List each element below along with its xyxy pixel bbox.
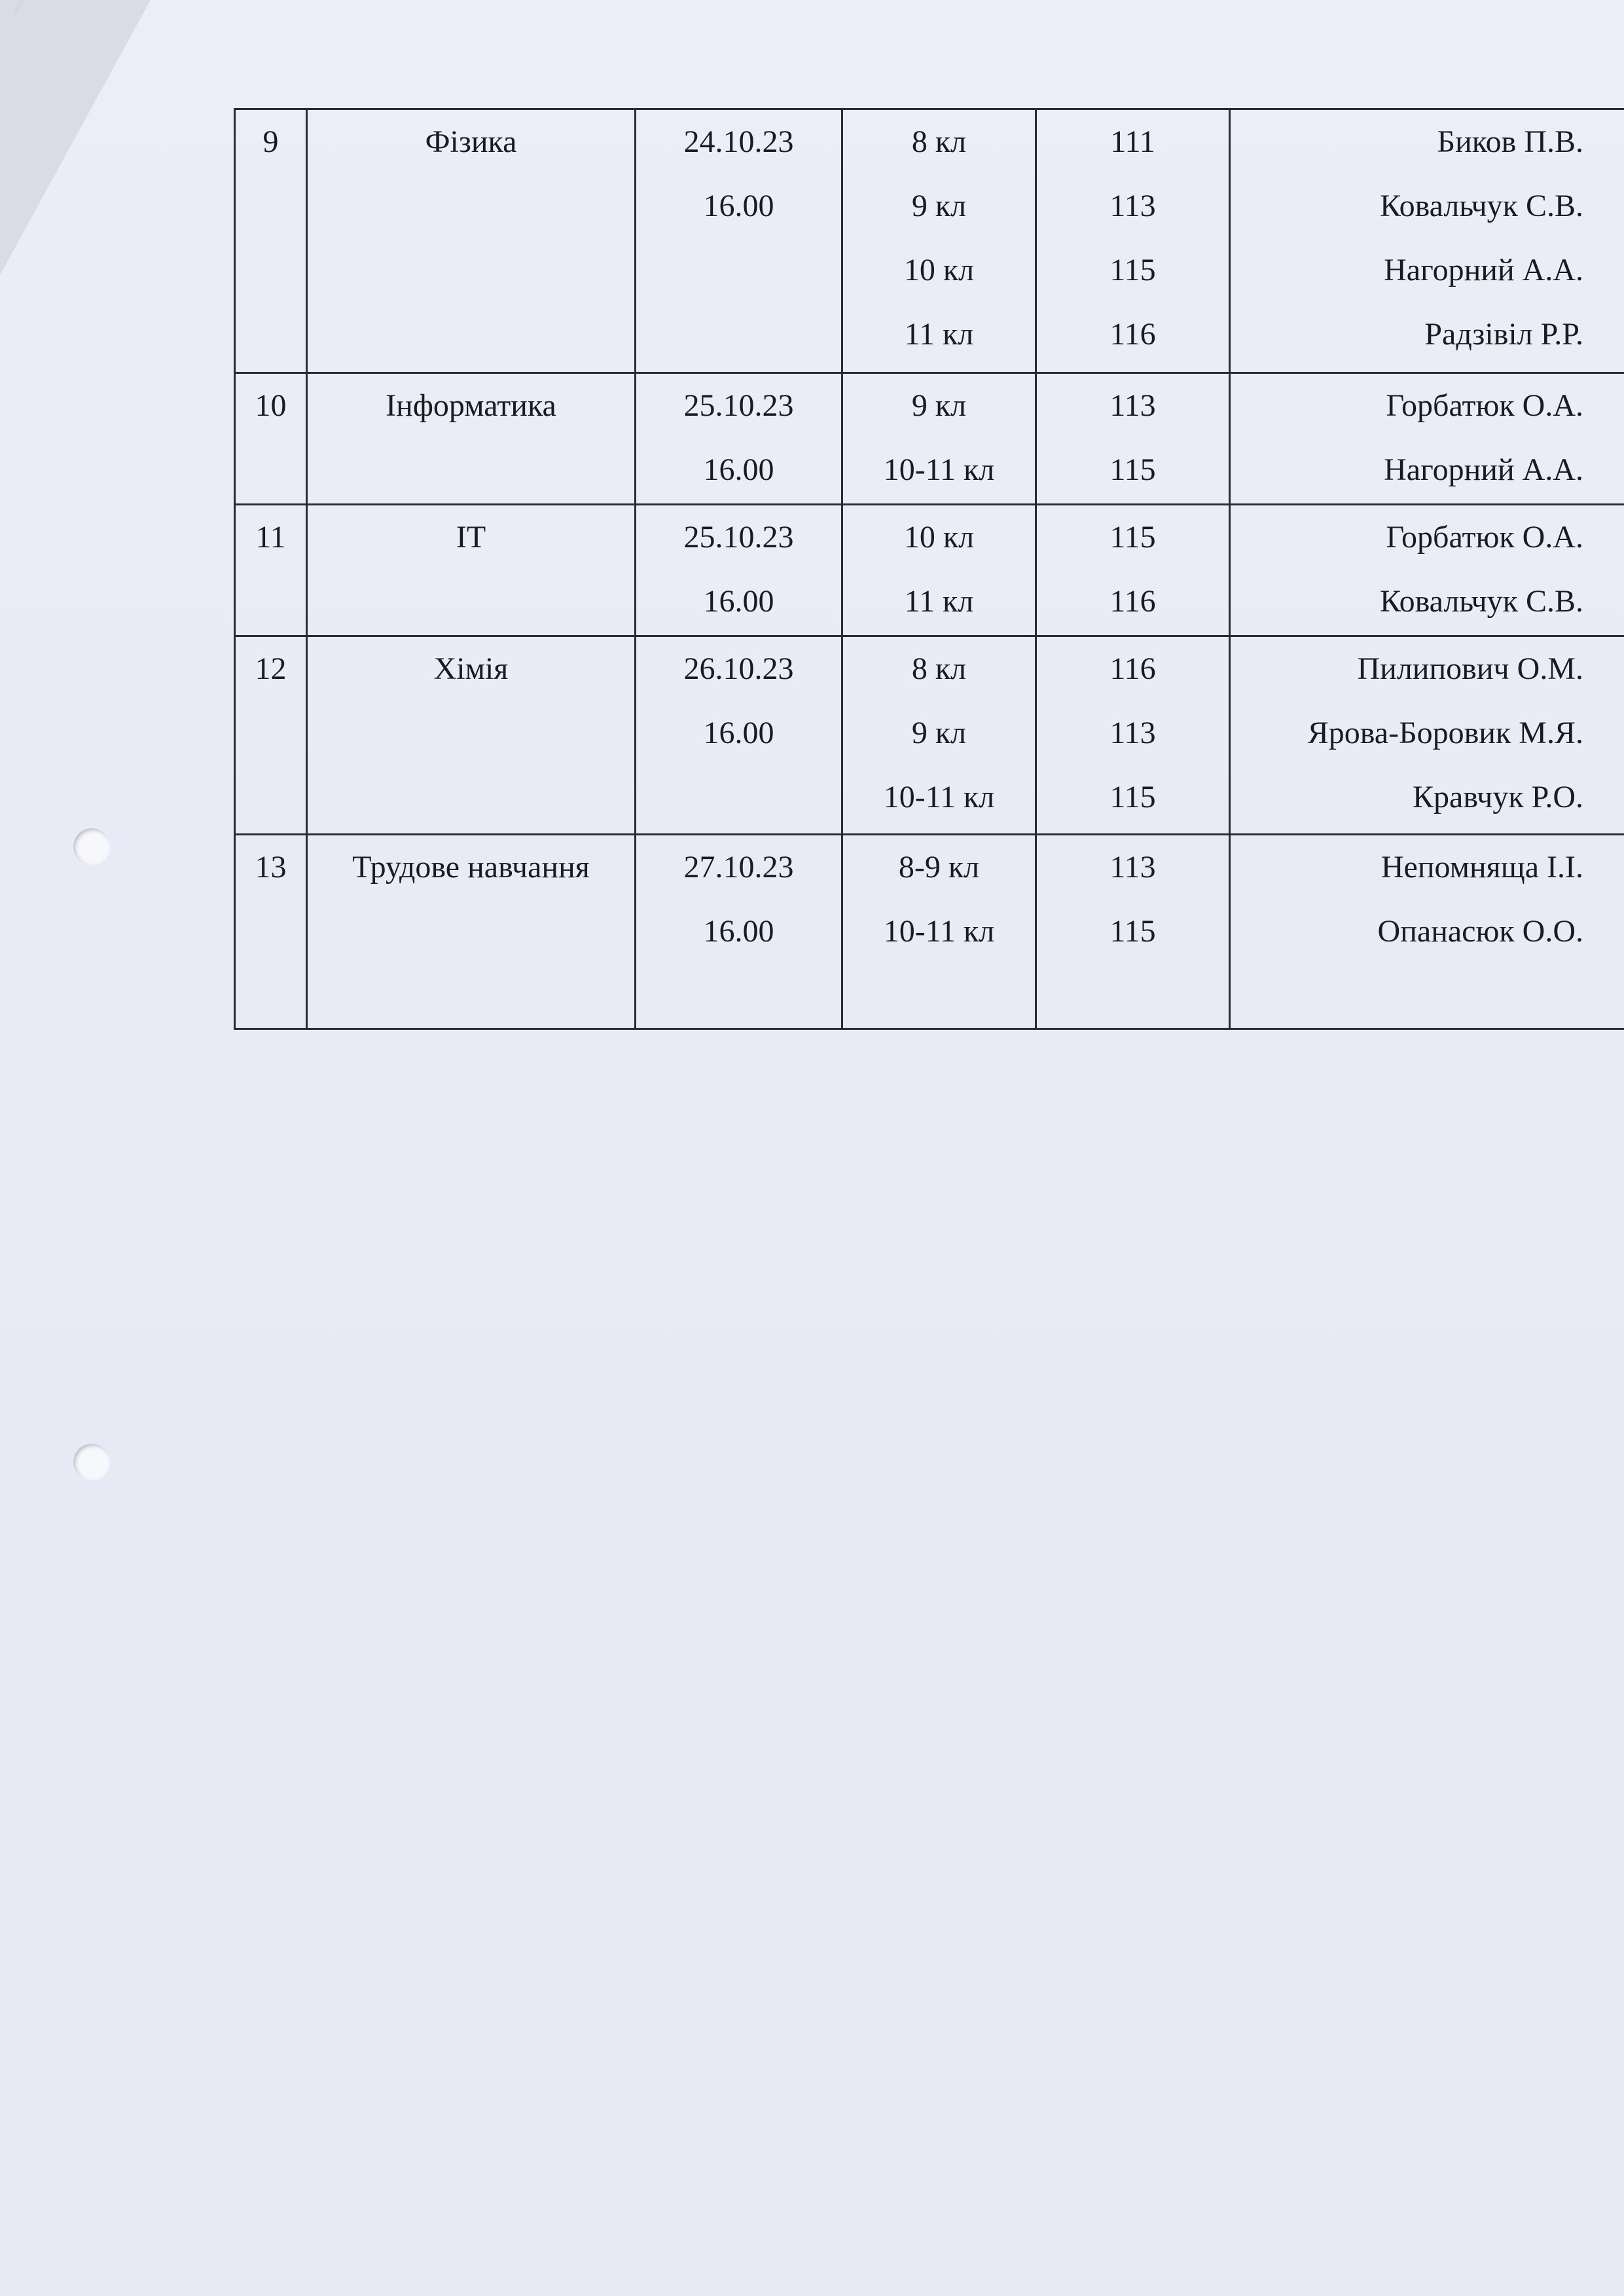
date-time-cell <box>636 636 842 835</box>
row-number-cell-line: 12 <box>255 651 287 686</box>
teacher-cell-line: Горбатюк О.А. <box>1386 520 1583 555</box>
room-cell-line: 113 <box>1110 850 1156 884</box>
table-row <box>235 109 1624 373</box>
row-number-cell <box>235 505 307 636</box>
teacher-cell <box>1230 505 1624 636</box>
grade-cell <box>842 373 1036 505</box>
grade-cell <box>842 636 1036 835</box>
teacher-cell-line: Нагорний А.А. <box>1384 253 1583 287</box>
grade-cell-line: 10 кл <box>903 253 975 287</box>
row-number-cell-line: 11 <box>255 520 286 555</box>
teacher-cell-line: Ковальчук С.В. <box>1379 189 1583 223</box>
subject-cell-line: Хімія <box>433 651 509 686</box>
room-cell-line: 113 <box>1110 716 1156 750</box>
date-time-cell-line: 25.10.23 <box>683 520 794 555</box>
row-number-cell <box>235 373 307 505</box>
subject-cell-line: Інформатика <box>386 388 556 423</box>
grade-cell-line: 9 кл <box>911 189 967 223</box>
grade-cell-line: 10 кл <box>903 520 975 555</box>
room-cell <box>1036 505 1230 636</box>
grade-cell <box>842 109 1036 373</box>
date-time-cell <box>636 505 842 636</box>
room-cell-line: 111 <box>1110 124 1155 159</box>
date-time-cell-line: 27.10.23 <box>683 850 794 884</box>
room-cell-line: 115 <box>1110 914 1156 949</box>
punch-hole-lower <box>73 1444 110 1480</box>
folded-corner <box>0 0 151 275</box>
schedule-table-body <box>235 109 1624 1029</box>
grade-cell-line: 10-11 кл <box>883 452 995 487</box>
teacher-cell <box>1230 109 1624 373</box>
date-time-cell-line: 24.10.23 <box>683 124 794 159</box>
grade-cell-line: 10-11 кл <box>883 780 995 814</box>
date-time-cell-line: 16.00 <box>703 189 774 223</box>
grade-cell-line: 8 кл <box>911 651 967 686</box>
subject-cell-line: Фізика <box>425 124 517 159</box>
table-row <box>235 636 1624 835</box>
table-row <box>235 505 1624 636</box>
teacher-cell-line: Пилипович О.М. <box>1357 651 1583 686</box>
teacher-cell-line: Ковальчук С.В. <box>1379 584 1583 619</box>
subject-cell <box>307 835 636 1029</box>
row-number-cell-line: 10 <box>255 388 287 423</box>
room-cell-line: 115 <box>1110 253 1156 287</box>
room-cell-line: 116 <box>1110 651 1156 686</box>
grade-cell-line: 9 кл <box>911 716 967 750</box>
grade-cell <box>842 835 1036 1029</box>
teacher-cell-line: Горбатюк О.А. <box>1386 388 1583 423</box>
room-cell <box>1036 835 1230 1029</box>
punch-hole-upper <box>73 828 110 865</box>
subject-cell-line: Трудове навчання <box>352 850 590 884</box>
subject-cell-line: ІТ <box>456 520 486 555</box>
date-time-cell-line: 26.10.23 <box>683 651 794 686</box>
teacher-cell-line: Ярова-Боровик М.Я. <box>1307 716 1583 750</box>
grade-cell-line: 10-11 кл <box>883 914 995 949</box>
date-time-cell-line: 16.00 <box>703 716 774 750</box>
grade-cell-line: 9 кл <box>911 388 967 423</box>
subject-cell <box>307 109 636 373</box>
room-cell-line: 115 <box>1110 520 1156 555</box>
teacher-cell-line: Опанасюк О.О. <box>1377 914 1583 949</box>
teacher-cell-line: Кравчук Р.О. <box>1413 780 1583 814</box>
date-time-cell-line: 25.10.23 <box>683 388 794 423</box>
subject-cell <box>307 505 636 636</box>
grade-cell <box>842 505 1036 636</box>
table-row <box>235 373 1624 505</box>
room-cell-line: 113 <box>1110 189 1156 223</box>
date-time-cell-line: 16.00 <box>703 914 774 949</box>
row-number-cell <box>235 835 307 1029</box>
teacher-cell <box>1230 636 1624 835</box>
room-cell <box>1036 109 1230 373</box>
date-time-cell-line: 16.00 <box>703 452 774 487</box>
olympiad-schedule-table <box>234 108 1624 1030</box>
date-time-cell <box>636 835 842 1029</box>
teacher-cell-line: Биков П.В. <box>1437 124 1583 159</box>
teacher-cell-line: Непомняща І.І. <box>1380 850 1583 884</box>
teacher-cell-line: Радзівіл Р.Р. <box>1424 317 1583 352</box>
row-number-cell-line: 9 <box>262 124 279 159</box>
room-cell <box>1036 373 1230 505</box>
date-time-cell <box>636 373 842 505</box>
grade-cell-line: 8 кл <box>911 124 967 159</box>
room-cell-line: 113 <box>1110 388 1156 423</box>
row-number-cell <box>235 109 307 373</box>
room-cell <box>1036 636 1230 835</box>
subject-cell <box>307 373 636 505</box>
grade-cell-line: 11 кл <box>904 584 974 619</box>
room-cell-line: 115 <box>1110 780 1156 814</box>
grade-cell-line: 8-9 кл <box>898 850 980 884</box>
row-number-cell-line: 13 <box>255 850 287 884</box>
table-row <box>235 835 1624 1029</box>
date-time-cell-line: 16.00 <box>703 584 774 619</box>
teacher-cell <box>1230 373 1624 505</box>
teacher-cell-line: Нагорний А.А. <box>1384 452 1583 487</box>
room-cell-line: 116 <box>1110 584 1156 619</box>
grade-cell-line: 11 кл <box>904 317 974 352</box>
room-cell-line: 116 <box>1110 317 1156 352</box>
row-number-cell <box>235 636 307 835</box>
teacher-cell <box>1230 835 1624 1029</box>
room-cell-line: 115 <box>1110 452 1156 487</box>
date-time-cell <box>636 109 842 373</box>
subject-cell <box>307 636 636 835</box>
